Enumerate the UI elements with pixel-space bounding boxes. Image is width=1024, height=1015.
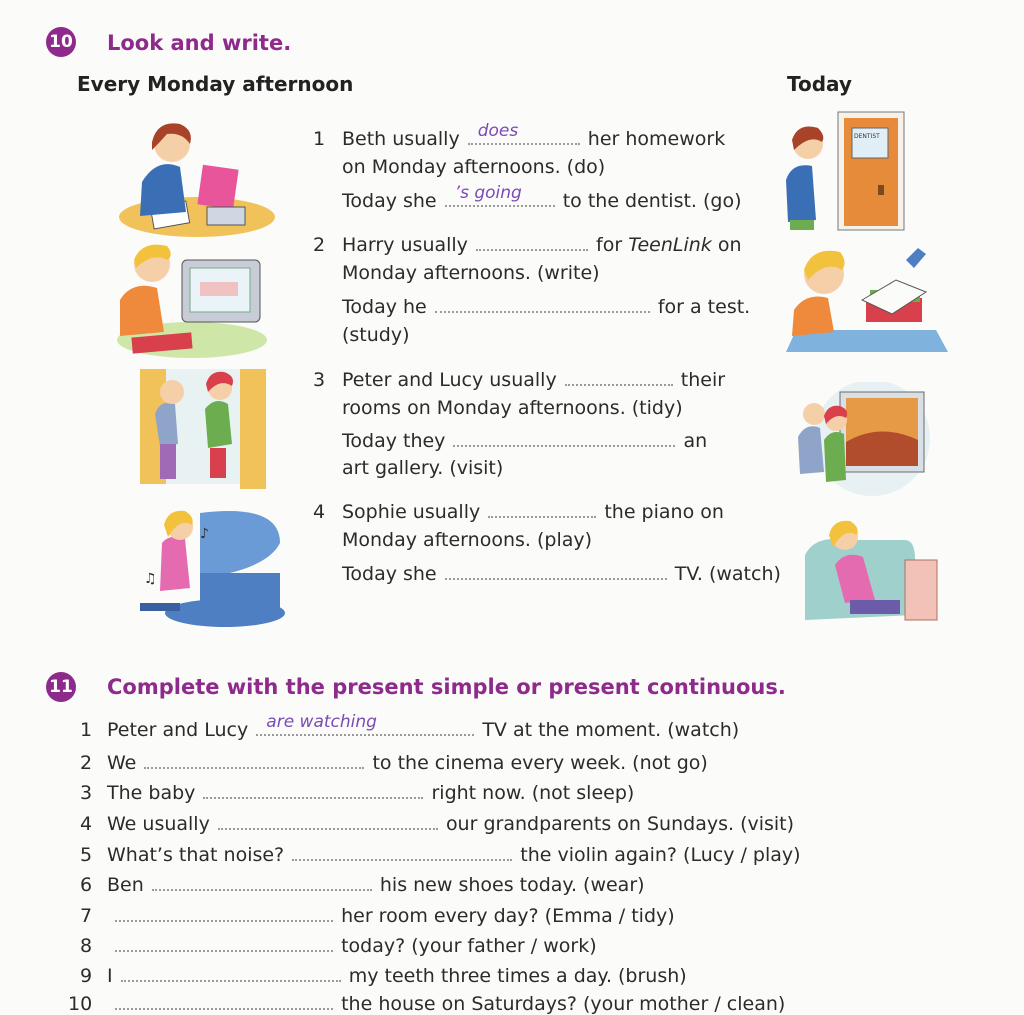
text: the piano on xyxy=(604,501,724,523)
ex10-item1-line3 xyxy=(342,183,742,212)
ex10-item2-line3 xyxy=(342,293,750,318)
text: Peter and Lucy xyxy=(107,719,249,741)
ex10-item2-line1 xyxy=(313,231,742,256)
answer-blank[interactable] xyxy=(488,498,596,518)
text: to the cinema every week. (not go) xyxy=(372,752,708,774)
answer-blank[interactable] xyxy=(144,749,364,769)
text: today? (your father / work) xyxy=(341,935,597,957)
ex11-item7 xyxy=(80,902,675,927)
answer-blank[interactable] xyxy=(152,871,372,891)
harry-study-illustration xyxy=(786,240,948,366)
answer-blank[interactable] xyxy=(203,779,423,799)
ex10-item2-line4: (study) xyxy=(342,324,410,346)
text: her homework xyxy=(587,128,726,150)
ex11-item9 xyxy=(80,962,687,987)
answer-blank[interactable] xyxy=(218,810,438,830)
answer-blank[interactable] xyxy=(445,560,667,580)
sophie-tv-illustration xyxy=(805,515,940,633)
ex10-item3-line3 xyxy=(342,427,707,452)
text: Ben xyxy=(107,874,144,896)
text: We xyxy=(107,752,137,774)
ex10-item3-line4: art gallery. (visit) xyxy=(342,457,504,479)
item-number: 7 xyxy=(80,905,93,927)
art-gallery-illustration xyxy=(790,382,930,502)
text: Peter and Lucy usually xyxy=(342,369,557,391)
ex11-item2 xyxy=(80,749,708,774)
right-column-heading: Today xyxy=(787,72,852,96)
answer-blank[interactable] xyxy=(256,712,474,736)
item-number: 4 xyxy=(313,501,326,523)
ex11-item3 xyxy=(80,779,634,804)
item-number: 2 xyxy=(313,234,326,256)
item-number: 1 xyxy=(313,128,326,150)
answer-blank[interactable] xyxy=(445,183,555,207)
item-number: 1 xyxy=(80,719,93,741)
svg-text:♪: ♪ xyxy=(200,526,209,542)
answer-blank[interactable] xyxy=(115,902,333,922)
text: on xyxy=(717,234,742,256)
exercise-10-title: Look and write. xyxy=(107,31,292,55)
text: an xyxy=(683,430,708,452)
text: my teeth three times a day. (brush) xyxy=(348,965,687,987)
ex10-item2-line2: Monday afternoons. (write) xyxy=(342,262,600,284)
item-number: 2 xyxy=(80,752,93,774)
dentist-door-illustration xyxy=(782,110,907,232)
exercise-10-badge: 10 xyxy=(46,27,76,57)
answer-blank[interactable] xyxy=(292,841,512,861)
ex10-item1-line1 xyxy=(313,121,726,150)
text: to the dentist. (go) xyxy=(562,190,742,212)
item-number: 3 xyxy=(80,782,93,804)
exercise-11-title: Complete with the present simple or present continuous. xyxy=(107,675,786,699)
answer-blank[interactable] xyxy=(468,121,580,145)
item-number: 10 xyxy=(68,993,93,1015)
item-number: 4 xyxy=(80,813,93,835)
text: We usually xyxy=(107,813,210,835)
item-number: 9 xyxy=(80,965,93,987)
text: the house on Saturdays? (your mother / clean) xyxy=(341,993,786,1015)
ex10-item3-line1 xyxy=(313,366,725,391)
text: for a test. xyxy=(657,296,751,318)
text: Today they xyxy=(342,430,446,452)
text: Harry usually xyxy=(342,234,468,256)
ex11-item4 xyxy=(80,810,794,835)
ex10-item4-line1 xyxy=(313,498,724,523)
ex11-item8 xyxy=(80,932,597,957)
ex11-item1 xyxy=(80,712,740,741)
sophie-piano-illustration xyxy=(140,503,285,631)
ex10-item4-line2: Monday afternoons. (play) xyxy=(342,529,593,551)
text: TeenLink xyxy=(628,234,712,256)
answer-blank[interactable] xyxy=(435,293,650,313)
item-number: 6 xyxy=(80,874,93,896)
harry-computer-illustration xyxy=(112,240,267,360)
text: their xyxy=(680,369,726,391)
text: the violin again? (Lucy / play) xyxy=(520,844,801,866)
answer-text: does xyxy=(477,121,519,141)
answer-blank[interactable] xyxy=(115,990,333,1010)
text: Today she xyxy=(342,190,437,212)
left-column-heading: Every Monday afternoon xyxy=(77,72,354,96)
ex11-item10 xyxy=(68,990,785,1015)
answer-text: ’s going xyxy=(454,183,522,203)
answer-blank[interactable] xyxy=(453,427,675,447)
svg-text:♫: ♫ xyxy=(144,571,157,587)
text: her room every day? (Emma / tidy) xyxy=(341,905,675,927)
text: our grandparents on Sundays. (visit) xyxy=(445,813,795,835)
text: right now. (not sleep) xyxy=(431,782,635,804)
text: The baby xyxy=(107,782,196,804)
ex10-item3-line2: rooms on Monday afternoons. (tidy) xyxy=(342,397,683,419)
text: Today he xyxy=(342,296,427,318)
answer-blank[interactable] xyxy=(115,932,333,952)
item-number: 5 xyxy=(80,844,93,866)
text: Sophie usually xyxy=(342,501,481,523)
item-number: 3 xyxy=(313,369,326,391)
text: Beth usually xyxy=(342,128,460,150)
beth-homework-illustration xyxy=(112,112,277,237)
peter-lucy-tidy-illustration xyxy=(120,364,275,494)
text: I xyxy=(107,965,113,987)
answer-blank[interactable] xyxy=(565,366,673,386)
ex11-item6 xyxy=(80,871,645,896)
answer-blank[interactable] xyxy=(121,962,341,982)
ex10-item1-line2: on Monday afternoons. (do) xyxy=(342,156,606,178)
text: What’s that noise? xyxy=(107,844,285,866)
text: TV at the moment. (watch) xyxy=(482,719,740,741)
item-number: 8 xyxy=(80,935,93,957)
ex10-item4-line3 xyxy=(342,560,781,585)
exercise-11-badge: 11 xyxy=(46,672,76,702)
door-sign-text: DENTIST xyxy=(854,133,880,140)
ex11-item5 xyxy=(80,841,801,866)
text: TV. (watch) xyxy=(674,563,781,585)
answer-text: are watching xyxy=(266,712,377,732)
text: his new shoes today. (wear) xyxy=(379,874,645,896)
answer-blank[interactable] xyxy=(476,231,588,251)
text: Today she xyxy=(342,563,437,585)
text: for xyxy=(596,234,623,256)
